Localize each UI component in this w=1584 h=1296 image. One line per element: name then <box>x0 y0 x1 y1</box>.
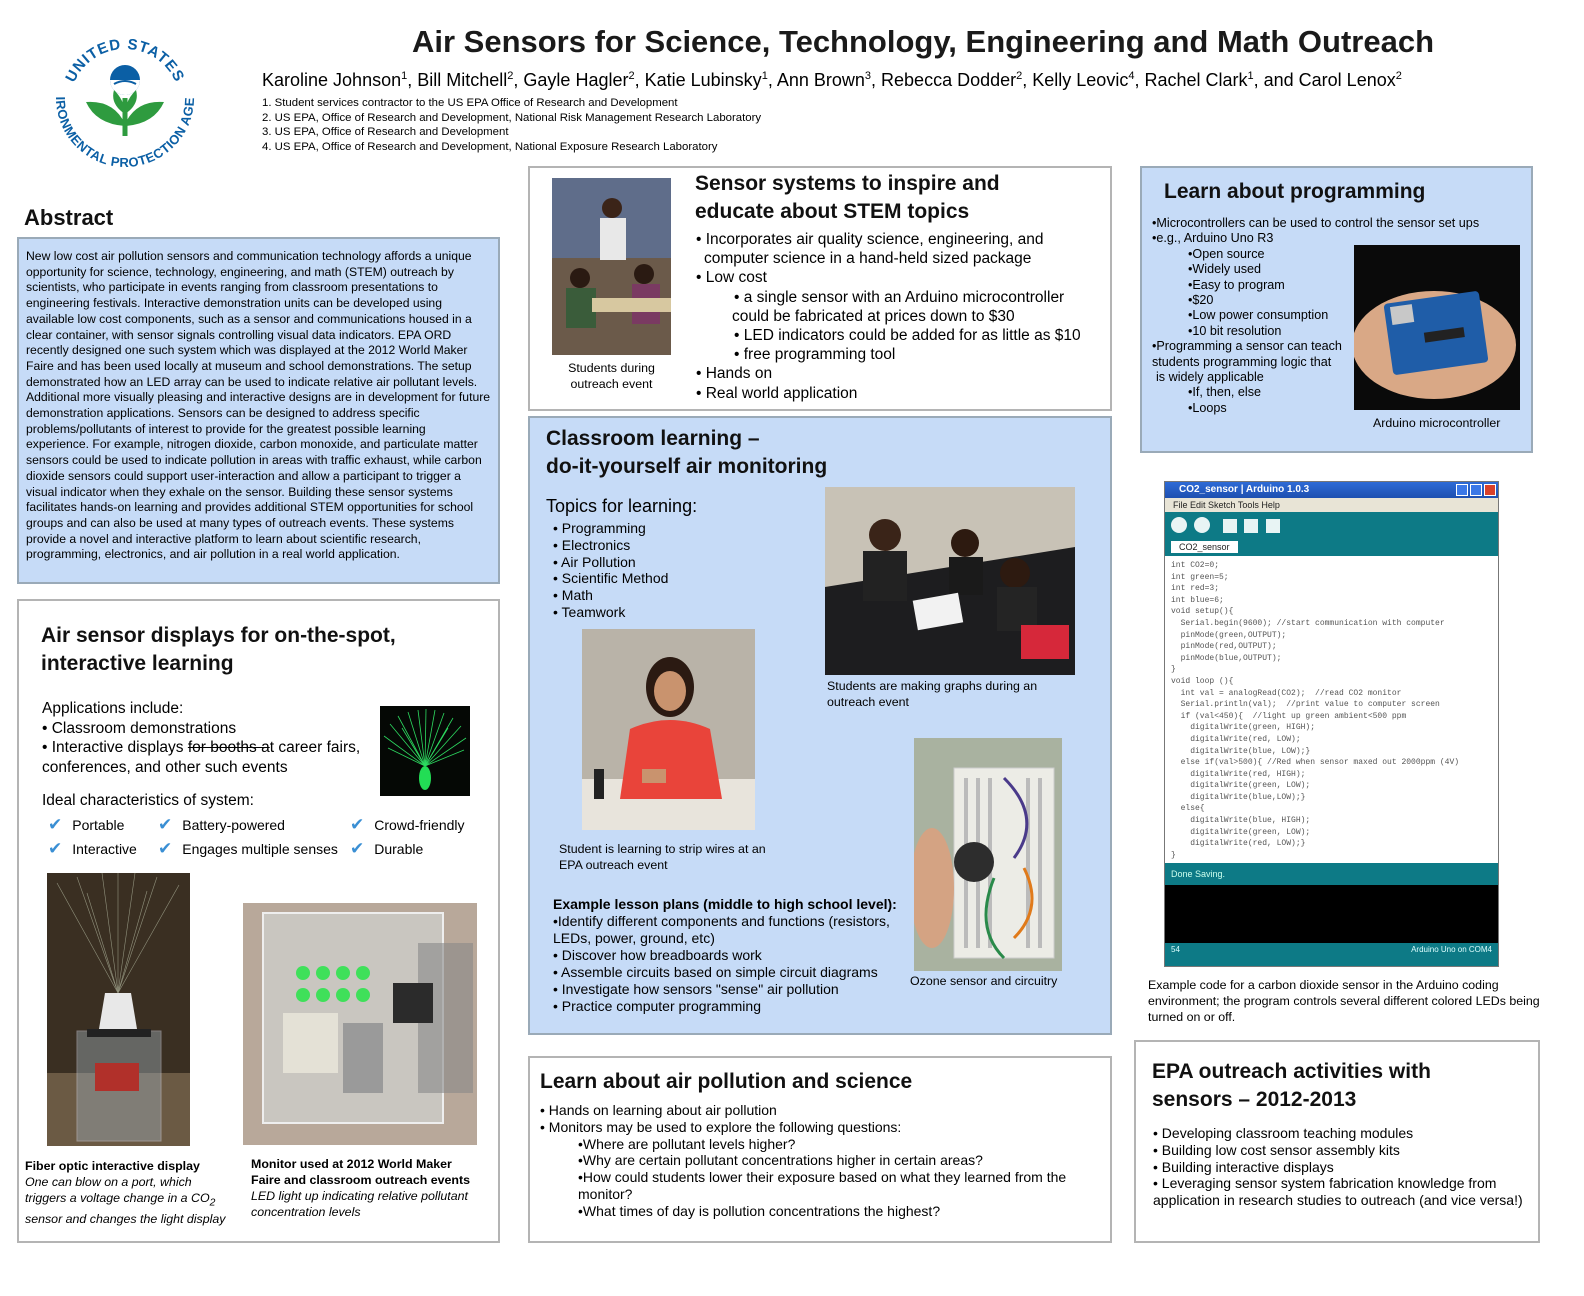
check-item <box>350 816 465 834</box>
board-info: Arduino Uno on COM4 <box>1411 945 1492 954</box>
bullet: • Low cost <box>696 269 767 287</box>
topic-item: • Electronics <box>553 536 631 553</box>
caption-text: LED light up indicating relative pollutant <box>251 1189 468 1203</box>
caption-text: concentration levels <box>251 1205 361 1219</box>
author-affiliation: 1 <box>1247 70 1254 82</box>
bullet: • Incorporates air quality science, engineering, and <box>696 231 1044 248</box>
arduino-caption: Arduino microcontroller <box>1373 416 1501 430</box>
question: •Where are pollutant levels higher? <box>578 1135 796 1152</box>
sub-list-item: •Easy to program <box>1188 277 1285 292</box>
bullet: • Real world application <box>696 384 858 402</box>
pollution-heading: Learn about air pollution and science <box>540 1070 913 1093</box>
lesson-item: • Practice computer programming <box>553 998 761 1014</box>
author: Rebecca Dodder <box>881 70 1017 90</box>
caption-text: Students are making graphs during an <box>827 679 1038 693</box>
displays-heading-line: interactive learning <box>41 652 234 675</box>
checkmark-icon: ✔ <box>48 815 63 834</box>
question: •What times of day is pollution concentrations the highest? <box>578 1202 941 1219</box>
fiber-optic-display-photo <box>47 873 190 1146</box>
ozone-sensor-photo <box>914 738 1062 971</box>
sub-bullet-cont: could be fabricated at prices down to $30 <box>732 307 1015 325</box>
window-title: CO2_sensor | Arduino 1.0.3 <box>1179 484 1310 495</box>
check-item <box>158 816 285 834</box>
logo-text-top: UNITED STATES <box>62 35 188 86</box>
application-item-cont: conferences, and other such events <box>42 758 288 776</box>
poster-title: Air Sensors for Science, Technology, Engineering and Math Outreach <box>411 24 1435 59</box>
list-item: is widely applicable <box>1156 370 1264 385</box>
bullet: • Hands on learning about air pollution <box>540 1102 777 1118</box>
author: Bill Mitchell <box>417 70 508 90</box>
tab-bar <box>1165 538 1498 556</box>
line-number: 54 <box>1171 945 1180 954</box>
checkmark-icon: ✔ <box>158 815 173 834</box>
students-graphs-photo <box>825 487 1075 675</box>
heading-line: do-it-yourself air monitoring <box>546 455 828 478</box>
application-item <box>42 738 377 758</box>
sub-list-item: •Widely used <box>1188 262 1262 277</box>
lesson-plans <box>553 896 908 1015</box>
ideal-intro: Ideal characteristics of system: <box>42 792 254 809</box>
strip-wires-photo <box>582 629 755 830</box>
window-controls <box>1456 484 1496 496</box>
topic-item: • Scientific Method <box>553 570 669 587</box>
author-affiliation: 4 <box>1128 70 1135 82</box>
abstract-text: New low cost air pollution sensors and communication technology affords a unique opportunity for science, technology, engineering, and math (STEM) outreach by scientists, who participate in events ranging from classroom presentations to engineering festivals. Interactive demonstration units can be developed using available low cost components, such as a sensor and communications housed in a clear container, with sensor signals controlling visual data indicators. EPA ORD recently designed one such system which was displayed at the 2012 World Maker Faire and has been used locally at museum and school demonstrations. The setup demonstrated how an LED array can be used to indicate relative air pollutant levels. Additional more visually pleasing and interactive designs are in development for future demonstration applications. Sensors can be designed to address specific problems/pollutants of interest to provide for the greatest possible learning experience. For example, nitrogen dioxide, carbon monoxide, and particulate matter sensors could be used to indicate pollution in areas with traffic exhaust, while carbon dioxide sensors could support user-interaction and allow a participant to trigger a visual indicator when they exhale on the sensor. Building these sensor systems facilitates hands-on learning and provides additional STEM opportunities for school groups and can also be used at many types of outreach events. These systems provide a novel and interactive platform to learn about scientific research, programming, electronics, and air pollution in a real world application. <box>26 249 491 562</box>
sub-list-item: •If, then, else <box>1188 385 1262 400</box>
list-item: students programming logic that <box>1152 354 1332 369</box>
topic-item: • Math <box>553 587 593 604</box>
caption-text: One can blow on a port, which <box>25 1175 192 1189</box>
sub-bullet: • a single sensor with an Arduino microcontroller <box>734 288 1065 306</box>
check-label: Portable <box>72 817 125 833</box>
affiliation: 4. US EPA, Office of Research and Development, National Exposure Research Laboratory <box>262 140 718 153</box>
sensor-systems-heading <box>695 170 1000 226</box>
checkmark-icon: ✔ <box>350 839 365 858</box>
author-affiliation: 2 <box>507 70 514 82</box>
checkmark-icon: ✔ <box>158 839 173 858</box>
sub-bullet: • LED indicators could be added for as little as $10 <box>734 327 1081 345</box>
applications-list <box>42 699 377 777</box>
pollution-bullets <box>540 1102 1100 1220</box>
monitor-caption <box>251 1156 491 1220</box>
new-icon[interactable] <box>1223 519 1237 533</box>
question-cont: monitor? <box>578 1185 633 1202</box>
caption-text: outreach event <box>827 695 909 709</box>
question: •How could students lower their exposure based on what they learned from the <box>578 1169 1067 1186</box>
heading-line: educate about STEM topics <box>695 200 970 223</box>
checkmark-icon: ✔ <box>350 815 365 834</box>
author: Rachel Clark <box>1144 70 1248 90</box>
window-titlebar <box>1165 482 1498 498</box>
heading-line: EPA outreach activities with <box>1152 1060 1431 1083</box>
list-item: • Building low cost sensor assembly kits <box>1153 1141 1400 1158</box>
abstract-heading: Abstract <box>24 205 114 230</box>
affiliation: 1. Student services contractor to the US EPA Office of Research and Development <box>262 97 678 109</box>
topic-item: • Programming <box>553 520 646 536</box>
text: t career fairs, <box>269 739 361 756</box>
sub-list-item: •Open source <box>1188 246 1265 261</box>
upload-icon[interactable] <box>1194 517 1210 533</box>
text: • Interactive displays <box>42 739 188 756</box>
displays-heading <box>41 622 396 678</box>
author-affiliation: 2 <box>628 70 635 82</box>
tab-co2-sensor[interactable]: CO2_sensor <box>1171 541 1238 553</box>
lesson-item: LEDs, power, ground, etc) <box>553 930 715 946</box>
caption-title: Fiber optic interactive display <box>25 1159 200 1173</box>
author: Gayle Hagler <box>523 70 629 90</box>
lesson-item: • Assemble circuits based on simple circuit diagrams <box>553 964 878 980</box>
checkmark-icon: ✔ <box>48 839 63 858</box>
question: •Why are certain pollutant concentrations higher in certain areas? <box>578 1152 983 1169</box>
caption-text: Student is learning to strip wires at an <box>559 842 766 856</box>
caption-text: turned on or off. <box>1148 1010 1236 1024</box>
console <box>1165 885 1498 943</box>
author-list: Karoline Johnson$^1$, Bill Mitchell$^2$, Gayle Hagler$^2$, Katie Lubinsky$^1$, Ann Brown$^3$, Rebecca Dodder$^2$, Kelly Leovic$^4$, Rachel Clark$^1$, and Carol Lenox$^2$ <box>262 70 1402 90</box>
epa-logo <box>44 18 206 180</box>
check-label: Durable <box>374 841 424 857</box>
outreach-photo-caption <box>552 360 671 392</box>
sub-bullet: • free programming tool <box>734 346 896 364</box>
sub-list-item: •$20 <box>1188 293 1214 308</box>
fiber-optic-lamp-photo <box>380 706 470 796</box>
code-caption <box>1148 977 1578 1025</box>
list-item: • Building interactive displays <box>1153 1158 1334 1175</box>
sub-list-item: •Low power consumption <box>1188 308 1329 323</box>
strip-wires-caption <box>559 841 799 873</box>
author-affiliation: 2 <box>1395 70 1402 82</box>
fiber-optic-caption <box>25 1158 240 1227</box>
check-label: Interactive <box>72 841 137 857</box>
maximize-icon[interactable] <box>1470 484 1482 496</box>
caption-title: Monitor used at 2012 World Maker <box>251 1157 452 1171</box>
check-label: Crowd-friendly <box>374 817 465 833</box>
affiliation: 2. US EPA, Office of Research and Development, National Risk Management Research Laboratory <box>262 111 762 124</box>
text: triggers a voltage change in a CO <box>25 1191 210 1205</box>
programming-heading: Learn about programming <box>1164 180 1426 203</box>
author-affiliation: 1 <box>761 70 768 82</box>
logo-text-bottom: IRONMENTAL PROTECTION AGE <box>52 96 198 171</box>
author-affiliation: 1 <box>401 70 408 82</box>
verify-icon[interactable] <box>1171 517 1187 533</box>
author-affiliation: 3 <box>864 70 872 82</box>
sub-list-item: •Loops <box>1188 400 1227 415</box>
check-label: Engages multiple senses <box>182 841 338 857</box>
displays-heading-line: Air sensor displays for on-the-spot, <box>41 624 396 647</box>
application-item: • Classroom demonstrations <box>42 719 237 737</box>
topic-item: • Teamwork <box>553 603 626 620</box>
close-icon[interactable] <box>1484 484 1496 496</box>
applications-intro: Applications include: <box>42 700 184 717</box>
sub-list-item: •10 bit resolution <box>1188 323 1282 338</box>
list-item: •Microcontrollers can be used to control the sensor set ups <box>1152 216 1480 230</box>
author: Karoline Johnson <box>262 70 402 90</box>
led-monitor-photo <box>243 903 477 1145</box>
topics-list <box>553 520 668 621</box>
list-item: application in research studies to outreach (and vice versa!) <box>1153 1192 1523 1209</box>
author: Kelly Leovic <box>1032 70 1129 90</box>
caption-text: Example code for a carbon dioxide sensor in the Arduino coding <box>1148 978 1499 992</box>
classroom-heading <box>546 425 827 481</box>
heading-line: Sensor systems to inspire and <box>695 172 1000 195</box>
menu-bar[interactable]: File Edit Sketch Tools Help <box>1165 498 1498 512</box>
caption-text: Students during <box>568 361 655 375</box>
heading-line: sensors – 2012-2013 <box>1152 1088 1357 1111</box>
list-item: •Programming a sensor can teach <box>1152 339 1342 354</box>
author: Katie Lubinsky <box>644 70 762 90</box>
footer-bar <box>1165 943 1498 957</box>
check-item <box>158 840 338 858</box>
heading-line: Classroom learning – <box>546 427 760 450</box>
lesson-item: • Investigate how sensors "sense" air pollution <box>553 981 839 997</box>
caption-text: EPA outreach event <box>559 858 668 872</box>
arduino-ide-window <box>1164 481 1499 967</box>
toolbar <box>1165 512 1498 538</box>
check-label: Battery-powered <box>182 817 285 833</box>
outreach-event-photo <box>552 178 671 355</box>
caption-title: Faire and classroom outreach events <box>251 1173 470 1187</box>
topics-heading: Topics for learning: <box>546 496 698 516</box>
list-item: • Developing classroom teaching modules <box>1153 1125 1414 1141</box>
lessons-heading: Example lesson plans (middle to high school level): <box>553 896 897 912</box>
caption-text: outreach event <box>570 377 653 391</box>
bullet: • Monitors may be used to explore the following questions: <box>540 1118 902 1135</box>
struck-text: for booths a <box>187 739 270 756</box>
author: Carol Lenox <box>1298 70 1396 90</box>
lesson-item: • Discover how breadboards work <box>553 947 762 963</box>
list-item: • Leveraging sensor system fabrication knowledge from <box>1153 1175 1497 1192</box>
affiliations <box>262 96 761 154</box>
code-editor[interactable]: int CO2=0; int green=5; int red=3; int blue=6; void setup(){ Serial.begin(9600); //start communication with computer pinMode(green,OUTPUT); pinMode(red,OUTPUT); pinMode(blue,OUTPUT); } void loop (){ int val = analogRead(CO2); //read CO2 monitor Serial.println(val); //print value to computer screen if (val<450){ //light up green ambient<500 ppm digitalWrite(green, HIGH); digitalWrite(red, LOW); digitalWrite(blue, LOW);} else if(val>500){ //Red when sensor maxed out 2000ppm (4V) digitalWrite(red, HIGH); digitalWrite(green, LOW); digitalWrite(blue,LOW);} else{ digitalWrite(blue, HIGH); digitalWrite(green, LOW); digitalWrite(red, LOW);} } <box>1165 556 1498 863</box>
graphs-caption <box>827 678 1067 710</box>
minimize-icon[interactable] <box>1456 484 1468 496</box>
list-item: •e.g., Arduino Uno R3 <box>1152 231 1274 246</box>
check-item <box>48 840 137 858</box>
bullet: • Hands on <box>696 365 773 383</box>
check-item <box>350 840 423 858</box>
bullet-cont: computer science in a hand-held sized package <box>704 250 1032 268</box>
affiliation: 3. US EPA, Office of Research and Development <box>262 126 509 139</box>
check-item <box>48 816 124 834</box>
abstract-panel <box>17 237 500 584</box>
topic-item: • Air Pollution <box>553 553 636 570</box>
outreach-heading <box>1152 1058 1431 1114</box>
arduino-photo <box>1354 245 1520 410</box>
open-icon[interactable] <box>1244 519 1258 533</box>
sensor-systems-bullets <box>696 230 1106 403</box>
caption-text: sensor and changes the light display <box>25 1212 226 1227</box>
caption-text: environment; the program controls several different colored LEDs being <box>1148 994 1540 1008</box>
subscript: 2 <box>209 1197 216 1209</box>
ozone-caption: Ozone sensor and circuitry <box>910 974 1058 988</box>
author-affiliation: 2 <box>1016 70 1023 82</box>
author: Ann Brown <box>776 70 865 90</box>
status-bar: Done Saving. <box>1165 863 1498 885</box>
save-icon[interactable] <box>1266 519 1280 533</box>
outreach-list <box>1153 1125 1533 1209</box>
lesson-item: •Identify different components and functions (resistors, <box>553 913 890 929</box>
caption-text <box>25 1190 240 1211</box>
